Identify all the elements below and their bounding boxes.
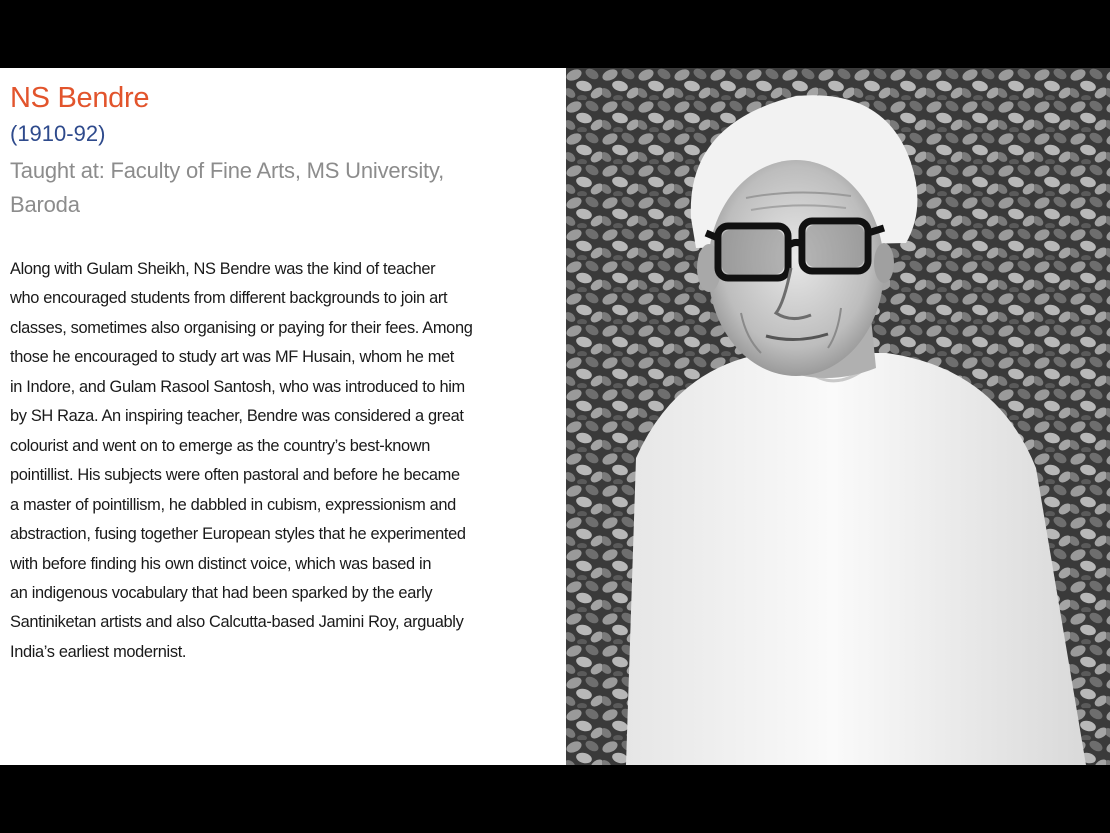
biography-line: an indigenous vocabulary that had been sparked by the early <box>10 583 433 602</box>
biography-line: Santiniketan artists and also Calcutta-based Jamini Roy, arguably <box>10 613 464 632</box>
artist-name: NS Bendre <box>10 82 150 114</box>
text-column <box>10 68 562 765</box>
biography-line: those he encouraged to study art was MF Husain, whom he met <box>10 348 454 367</box>
biography-line: by SH Raza. An inspiring teacher, Bendre was considered a great <box>10 407 464 426</box>
biography-line: colourist and went on to emerge as the country’s best-known <box>10 436 431 455</box>
taught-at-line: Taught at: Faculty of Fine Arts, MS University, <box>10 158 445 183</box>
biography-line: who encouraged students from different backgrounds to join art <box>10 289 448 308</box>
biography-line: with before finding his own distinct voice, which was based in <box>10 554 432 573</box>
biography <box>10 255 562 667</box>
biography-line: Along with Gulam Sheikh, NS Bendre was the kind of teacher <box>10 260 436 278</box>
portrait-photo <box>566 68 1110 765</box>
taught-at-line: Baroda <box>10 192 80 217</box>
biography-line: India’s earliest modernist. <box>10 642 187 661</box>
taught-at <box>10 154 550 222</box>
biography-line: pointillist. His subjects were often pastoral and before he became <box>10 466 460 485</box>
slide-panel <box>0 68 1110 765</box>
biography-line: classes, sometimes also organising or paying for their fees. Among <box>10 318 473 337</box>
biography-line: in Indore, and Gulam Rasool Santosh, who was introduced to him <box>10 377 465 396</box>
biography-line: a master of pointillism, he dabbled in cubism, expressionism and <box>10 495 456 514</box>
biography-line: abstraction, fusing together European styles that he experimented <box>10 525 466 544</box>
artist-years: (1910-92) <box>10 121 106 146</box>
